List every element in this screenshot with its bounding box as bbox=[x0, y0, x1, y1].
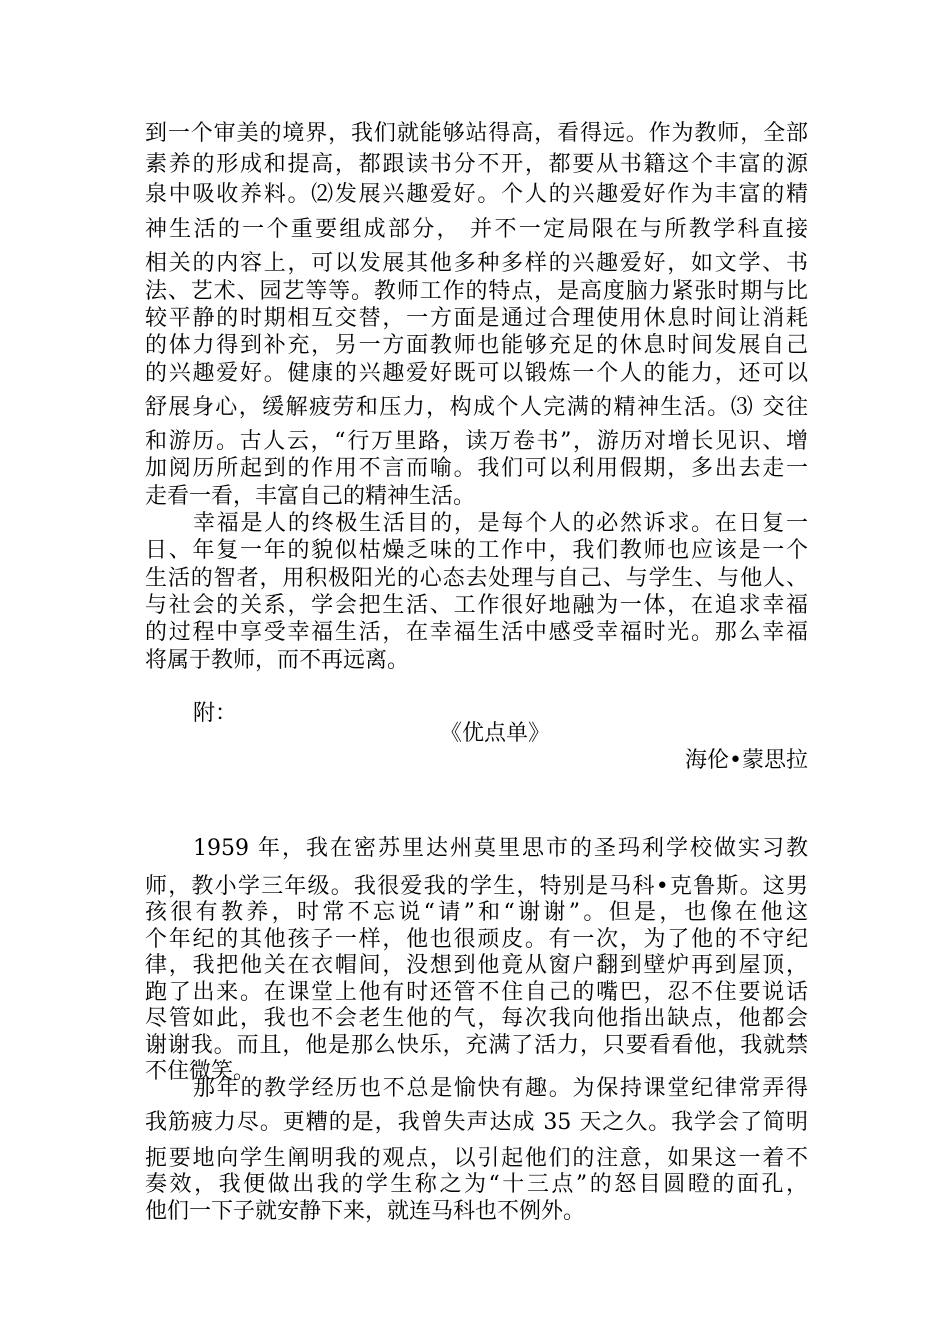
paragraph-line: 生活的智者，用积极阳光的心态去处理与自己、与学生、与他人、 bbox=[145, 566, 808, 591]
paragraph-line: 与社会的关系，学会把生活、工作很好地融为一体，在追求幸福 bbox=[145, 593, 808, 618]
appendix-label: 附： bbox=[193, 701, 238, 726]
appendix-title: 《优点单》 bbox=[439, 721, 550, 746]
paragraph-line: 到一个审美的境界，我们就能够站得高，看得远。作为教师，全部 bbox=[145, 121, 808, 146]
paragraph-line: 的过程中享受幸福生活，在幸福生活中感受幸福时光。那么幸福 bbox=[145, 620, 808, 645]
paragraph-line: 幸福是人的终极生活目的，是每个人的必然诉求。在日复一 bbox=[193, 511, 808, 536]
paragraph-line: 神生活的一个重要组成部分， 并不一定局限在与所教学科直接 bbox=[145, 217, 808, 242]
paragraph-line: 素养的形成和提高，都跟读书分不开，都要从书籍这个丰富的源 bbox=[145, 152, 808, 177]
paragraph-line: 和游历。古人云，“行万里路，读万卷书”，游历对增长见识、增 bbox=[145, 429, 808, 454]
paragraph-line: 个年纪的其他孩子一样，他也很顽皮。有一次，为了他的不守纪 bbox=[145, 927, 808, 952]
paragraph-line: 的体力得到补充，另一方面教师也能够充足的休息时间发展自己 bbox=[145, 333, 808, 358]
paragraph-line: 走看一看，丰富自己的精神生活。 bbox=[145, 484, 476, 509]
paragraph-line: 较平静的时期相互交替，一方面是通过合理使用休息时间让消耗 bbox=[145, 306, 808, 331]
paragraph-line: 谢谢我。而且，他是那么快乐，充满了活力，只要看看他，我就禁 bbox=[145, 1033, 808, 1058]
paragraph-line: 师，教小学三年级。我很爱我的学生，特别是马科•克鲁斯。这男 bbox=[145, 874, 808, 899]
paragraph-line: 相关的内容上，可以发展其他多种多样的兴趣爱好，如文学、书 bbox=[145, 251, 808, 276]
paragraph-line: 跑了出来。在课堂上他有时还管不住自己的嘴巴，忍不住要说话 bbox=[145, 980, 808, 1005]
paragraph-line: 将属于教师，而不再远离。 bbox=[145, 648, 410, 673]
appendix-author: 海伦•蒙思拉 bbox=[685, 748, 808, 773]
paragraph-line: 日、年复一年的貌似枯燥乏味的工作中，我们教师也应该是一个 bbox=[145, 538, 808, 563]
paragraph-line: 律，我把他关在衣帽间，没想到他竟从窗户翻到壁炉再到屋顶， bbox=[145, 953, 808, 978]
paragraph-line: 扼要地向学生阐明我的观点，以引起他们的注意，如果这一着不 bbox=[145, 1146, 808, 1171]
paragraph-line: 加阅历所起到的作用不言而喻。我们可以利用假期，多出去走一 bbox=[145, 456, 808, 481]
paragraph-line: 尽管如此，我也不会老生他的气，每次我向他指出缺点，他都会 bbox=[145, 1006, 808, 1031]
paragraph-line: 那年的教学经历也不总是愉快有趣。为保持课堂纪律常弄得 bbox=[193, 1076, 808, 1101]
paragraph-line: 泉中吸收养料。⑵发展兴趣爱好。个人的兴趣爱好作为丰富的精 bbox=[145, 182, 808, 207]
paragraph-line: 我筋疲力尽。更糟的是，我曾失声达成 35 天之久。我学会了简明 bbox=[145, 1110, 808, 1135]
paragraph-line: 的兴趣爱好。健康的兴趣爱好既可以锻炼一个人的能力，还可以 bbox=[145, 361, 808, 386]
paragraph-line: 舒展身心，缓解疲劳和压力，构成个人完满的精神生活。⑶ 交往 bbox=[145, 395, 808, 420]
paragraph-line: 不住微笑。 bbox=[145, 1059, 256, 1084]
paragraph-line: 奏效，我便做出我的学生称之为“十三点”的怒目圆瞪的面孔， bbox=[145, 1172, 808, 1197]
paragraph-line: 1959 年，我在密苏里达州莫里思市的圣玛利学校做实习教 bbox=[193, 836, 808, 861]
paragraph-line: 法、艺术、园艺等等。教师工作的特点，是高度脑力紧张时期与比 bbox=[145, 279, 808, 304]
paragraph-line: 他们一下子就安静下来，就连马科也不例外。 bbox=[145, 1199, 586, 1224]
paragraph-line: 孩很有教养，时常不忘说“请”和“谢谢”。但是，也像在他这 bbox=[145, 900, 808, 925]
